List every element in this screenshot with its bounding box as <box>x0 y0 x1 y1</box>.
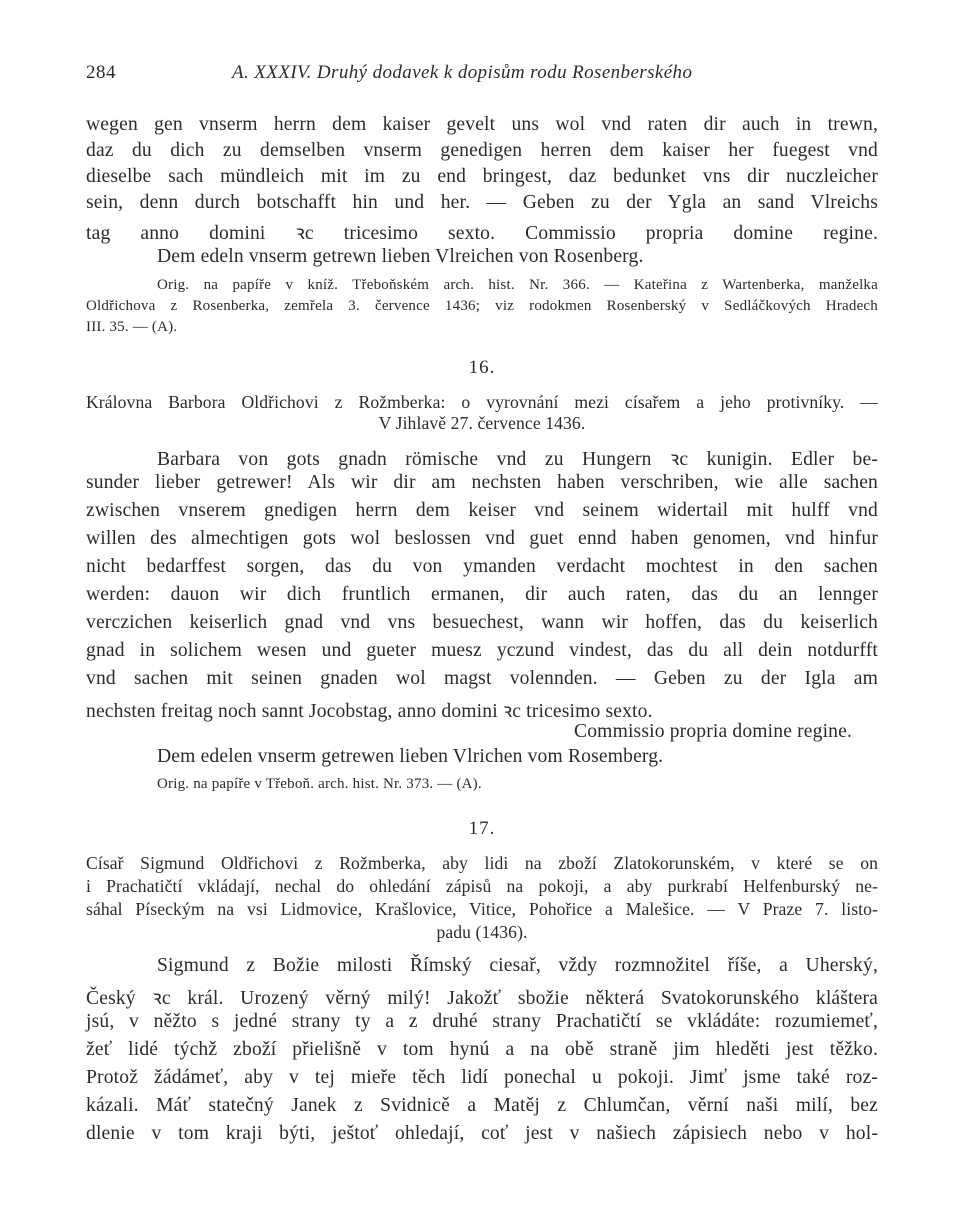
signature-line: Commissio propria domine regine. <box>574 721 852 742</box>
regest-line: padu (1436). <box>436 922 528 942</box>
text-line: wegen gen vnserm herrn dem kaiser gevelt uns wol vnd raten dir auch in trewn, <box>86 114 878 135</box>
address-line: Dem edelen vnserm getrewen lieben Vlrichen vom Rosemberg. <box>157 746 664 767</box>
text-line: willen des almechtigen gots wol beslossen vnd guet ennd haben genomen, vnd hinfur <box>86 528 878 549</box>
text-line: werden: dauon wir dich fruntlich ermanen, dir auch raten, das du an lennger <box>86 584 878 605</box>
archival-note: Oldřichova z Rosenberka, zemřela 3. července 1436; viz rodokmen Rosenberský v Sedláčkových Hradech <box>86 298 878 314</box>
address-line: Dem edeln vnserm getrewn lieben Vlreichen von Rosenberg. <box>157 246 644 267</box>
archival-note: III. 35. — (A). <box>86 319 178 335</box>
regest-line: sáhal Píseckým na vsi Lidmovice, Krašlovice, Vitice, Pohořice a Malešice. — V Praze 7. listo- <box>86 899 878 919</box>
archival-note: Orig. na papíře v kníž. Třeboňském arch. hist. Nr. 366. — Kateřina z Wartenberka, manželka <box>157 277 878 293</box>
text-line: zwischen vnserem gnedigen herrn dem keiser vnd seinem widertail mit hulff vnd <box>86 500 878 521</box>
text-line: dieselbe sach mündleich mit im zu end bringest, daz bedunket vns dir nuczleicher <box>86 166 878 187</box>
text-line: dlenie v tom kraji býti, ještoť ohledají, coť jest v našiech zápisiech nebo v hol- <box>86 1123 878 1144</box>
text-line: žeť lidé týchž zboží přielišně v tom hynú a na obě straně jim hleděti jest těžko. <box>86 1039 878 1060</box>
running-title: A. XXXIV. Druhý dodavek k dopisům rodu Rosenberského <box>232 62 693 83</box>
text-line: Český ꝛc král. Urozený věrný milý! Jakožť sbožie některá Svatokorunského kláštera <box>86 988 878 1009</box>
text-line: Barbara von gots gnadn römische vnd zu Hungern ꝛc kunigin. Edler be- <box>157 449 878 470</box>
regest-line: Královna Barbora Oldřichovi z Rožmberka: o vyrovnání mezi císařem a jeho protivníky. — <box>86 392 878 412</box>
page-header <box>86 62 878 88</box>
document-number: 16. <box>468 357 496 378</box>
page-number: 284 <box>86 62 116 83</box>
document-number: 17. <box>468 818 496 839</box>
text-line: nicht bedarffest sorgen, das du von ymanden verdacht mochtest in den sachen <box>86 556 878 577</box>
text-line: jsú, v něžto s jedné strany ty a z druhé strany Prachatičtí se vkládáte: rozumiemeť, <box>86 1011 878 1032</box>
text-line: tag anno domini ꝛc tricesimo sexto. Commissio propria domine regine. <box>86 223 878 244</box>
text-line: vnd sachen mit seinen gnaden wol magst volennden. — Geben zu der Igla am <box>86 668 878 689</box>
text-line: verczichen keiserlich gnad vnd vns besuechest, wann wir hoffen, das du keiserlich <box>86 612 878 633</box>
text-line: Sigmund z Božie milosti Římský ciesař, vždy rozmnožitel říše, a Uherský, <box>157 955 878 976</box>
text-line: Protož žádámeť, aby v tej mieře těch lidí ponechal u pokoji. Jimť jsme také roz- <box>86 1067 878 1088</box>
archival-note: Orig. na papíře v Třeboň. arch. hist. Nr. 373. — (A). <box>157 776 482 792</box>
text-line: sunder lieber getrewer! Als wir dir am nechsten haben verschriben, wie alle sachen <box>86 472 878 493</box>
regest-line: i Prachatičtí vkládají, nechal do ohledání zápisů na pokoji, a aby purkrabí Helfenburský ne- <box>86 876 878 896</box>
text-line: sein, denn durch botschafft hin und her. — Geben zu der Ygla an sand Vlreichs <box>86 192 878 213</box>
text-line: kázali. Máť statečný Janek z Svidnicě a Matěj z Chlumčan, věrní naši milí, bez <box>86 1095 878 1116</box>
regest-line: Císař Sigmund Oldřichovi z Rožmberka, aby lidi na zboží Zlatokorunském, v které se on <box>86 853 878 873</box>
regest-line: V Jihlavě 27. července 1436. <box>378 413 586 433</box>
text-line: nechsten freitag noch sannt Jocobstag, anno domini ꝛc tricesimo sexto. <box>86 701 653 722</box>
text-line: gnad in solichem wesen und gueter muesz yczund vindest, das du all dein notdurfft <box>86 640 878 661</box>
text-line: daz du dich zu demselben vnserm genedigen herren dem kaiser her fuegest vnd <box>86 140 878 161</box>
